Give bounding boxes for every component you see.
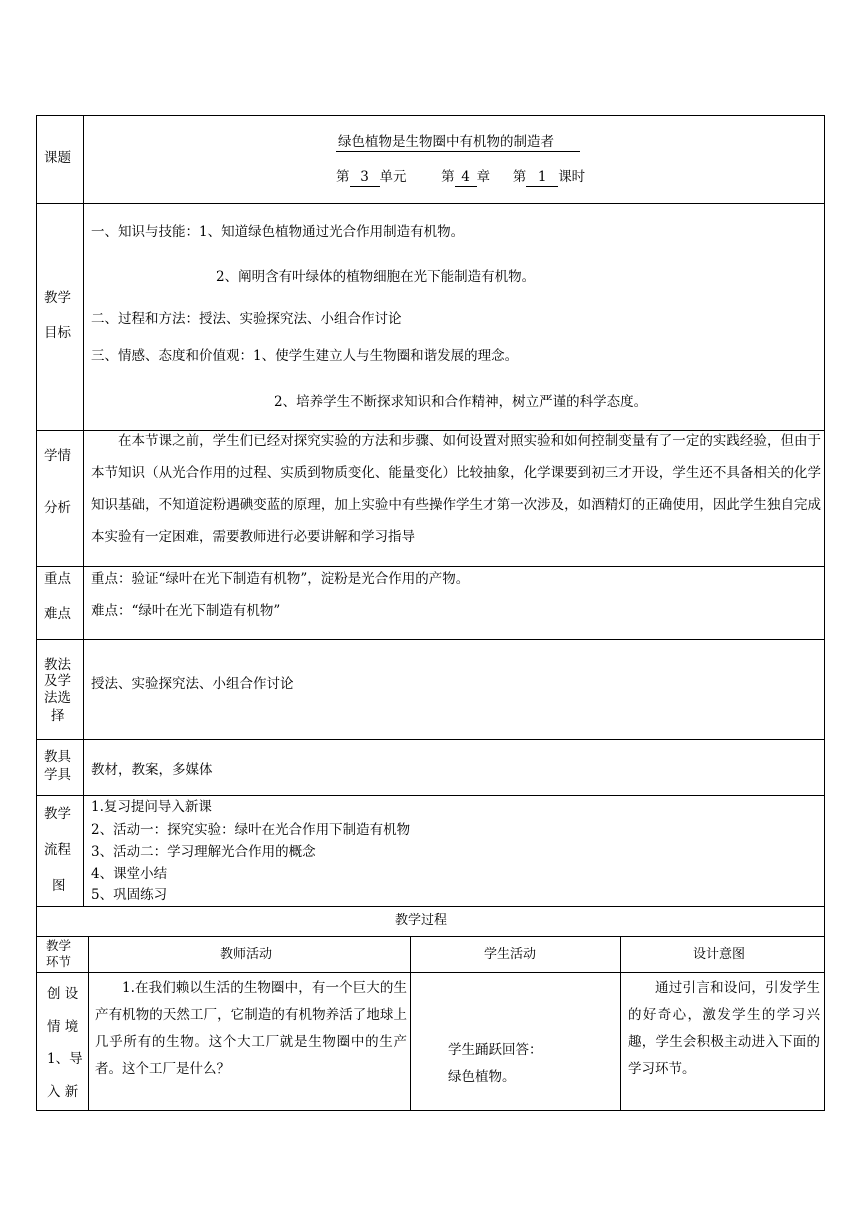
- teacher-activity-text: 1.在我们赖以生活的生物圈中，有一个巨大的生产有机物的天然工厂，它制造的有机物养活了地球上几乎所有的生物。这个大工厂就是生物圈中的生产者。这个工厂是什么？: [95, 980, 407, 1077]
- process-column-divider: [620, 936, 621, 1111]
- table-border-right: [824, 115, 825, 1111]
- objectives-label-1: 教学: [44, 290, 71, 306]
- chapter-suffix: 章: [476, 169, 491, 185]
- student-col-header: 学生活动: [484, 947, 537, 962]
- row-divider: [36, 906, 825, 907]
- methods-label-2: 及学: [44, 673, 71, 689]
- objective-line: 二、过程和方法：授法、实验探究法、小组合作讨论: [91, 311, 402, 327]
- table-border-left: [36, 115, 37, 1111]
- row-divider: [36, 639, 825, 640]
- topic-title: [336, 135, 580, 152]
- student-activity-line: 学生踊跃回答：: [448, 1042, 543, 1058]
- flow-item: 2、活动一：探究实验：绿叶在光合作用下制造有机物: [91, 822, 411, 838]
- key-points-label-1: 重点: [44, 571, 71, 587]
- teacher-col-header: 教师活动: [220, 947, 273, 962]
- objective-line: 一、知识与技能：1、知道绿色植物通过光合作用制造有机物。: [91, 224, 465, 240]
- objective-line: 2、阐明含有叶绿体的植物细胞在光下能制造有机物。: [216, 269, 536, 285]
- stage-col-header-2: 环节: [46, 954, 72, 969]
- tools-label-2: 学具: [44, 767, 71, 783]
- methods-text: 授法、实验探究法、小组合作讨论: [91, 676, 294, 692]
- stage-text-line: 1、导: [47, 1051, 83, 1067]
- analysis-label-2: 分析: [44, 500, 71, 516]
- flow-label-3: 图: [52, 878, 66, 894]
- unit-number: 3: [350, 170, 380, 187]
- methods-label-4: 择: [51, 708, 65, 724]
- methods-label-3: 法选: [44, 690, 71, 706]
- methods-label-1: 教法: [44, 657, 71, 673]
- lesson-suffix: 课时: [558, 169, 586, 185]
- stage-col-header-1: 教学: [46, 938, 72, 953]
- objective-line: 2、培养学生不断探求知识和合作精神，树立严谨的科学态度。: [274, 394, 648, 410]
- unit-prefix: 第: [336, 169, 350, 185]
- lesson-number: 1: [526, 170, 558, 187]
- table-border-top: [36, 115, 825, 116]
- difficult-point-text: 难点：“绿叶在光下制造有机物”: [91, 603, 281, 619]
- row-divider: [36, 795, 825, 796]
- tools-label-1: 教具: [44, 749, 71, 765]
- lesson-prefix: 第: [512, 169, 527, 185]
- flow-item: 1.复习提问导入新课: [91, 799, 212, 815]
- analysis-text: 在本节课之前，学生们已经对探究实验的方法和步骤、如何设置对照实验和如何控制变量有了一定的实践经验，但由于本节知识（从光合作用的过程、实质到物质变化、能量变化）比较抽象，化学课要到初三才开设，学生还不具备相关的化学知识基础，不知道淀粉遇碘变蓝的原理，加上实验中有些操作学生才第一次涉及，如酒精灯的正确使用，因此学生独自完成本实验有一定困难，需要教师进行必要讲解和学习指导: [91, 433, 821, 545]
- topic-title-text: 绿色植物是生物圈中有机物的制造者: [336, 135, 580, 152]
- key-point-text: 重点：验证“绿叶在光下制造有机物”，淀粉是光合作用的产物。: [91, 571, 470, 587]
- flow-item: 5、巩固练习: [91, 887, 168, 903]
- row-divider: [36, 739, 825, 740]
- row-divider: [36, 936, 825, 937]
- process-title: 教学过程: [395, 913, 448, 928]
- process-column-divider: [410, 936, 411, 1111]
- student-activity-line: 绿色植物。: [448, 1069, 516, 1085]
- flow-label-1: 教学: [44, 806, 71, 822]
- row-divider: [36, 203, 825, 204]
- row-divider: [36, 566, 825, 567]
- flow-label-2: 流程: [44, 842, 71, 858]
- table-border-bottom: [36, 1110, 825, 1111]
- process-column-divider: [88, 936, 89, 1111]
- unit-suffix: 单元: [379, 169, 407, 185]
- stage-text-line: 情 境: [47, 1019, 79, 1035]
- tools-text: 教材，教案，多媒体: [91, 762, 213, 778]
- row-divider: [36, 972, 825, 973]
- unit-chapter-lesson: [336, 170, 585, 187]
- key-points-label-2: 难点: [44, 606, 71, 622]
- analysis-label-1: 学情: [44, 448, 71, 464]
- chapter-prefix: 第: [441, 169, 455, 185]
- objective-line: 三、情感、态度和价值观：1、使学生建立人与生物圈和谐发展的理念。: [91, 348, 519, 364]
- stage-text-line: 创 设: [47, 986, 79, 1002]
- design-col-header: 设计意图: [693, 947, 746, 962]
- objectives-label-2: 目标: [44, 325, 71, 341]
- flow-item: 3、活动二：学习理解光合作用的概念: [91, 844, 316, 860]
- label-column-divider: [83, 115, 84, 906]
- topic-label: 课题: [44, 150, 71, 166]
- stage-text-line: 入 新: [47, 1084, 79, 1100]
- flow-item: 4、课堂小结: [91, 866, 168, 882]
- chapter-number: 4: [455, 170, 477, 187]
- design-intent-text: 通过引言和设问，引发学生的好奇心，激发学生的学习兴趣，学生会积极主动进入下面的学习环节。: [628, 980, 820, 1077]
